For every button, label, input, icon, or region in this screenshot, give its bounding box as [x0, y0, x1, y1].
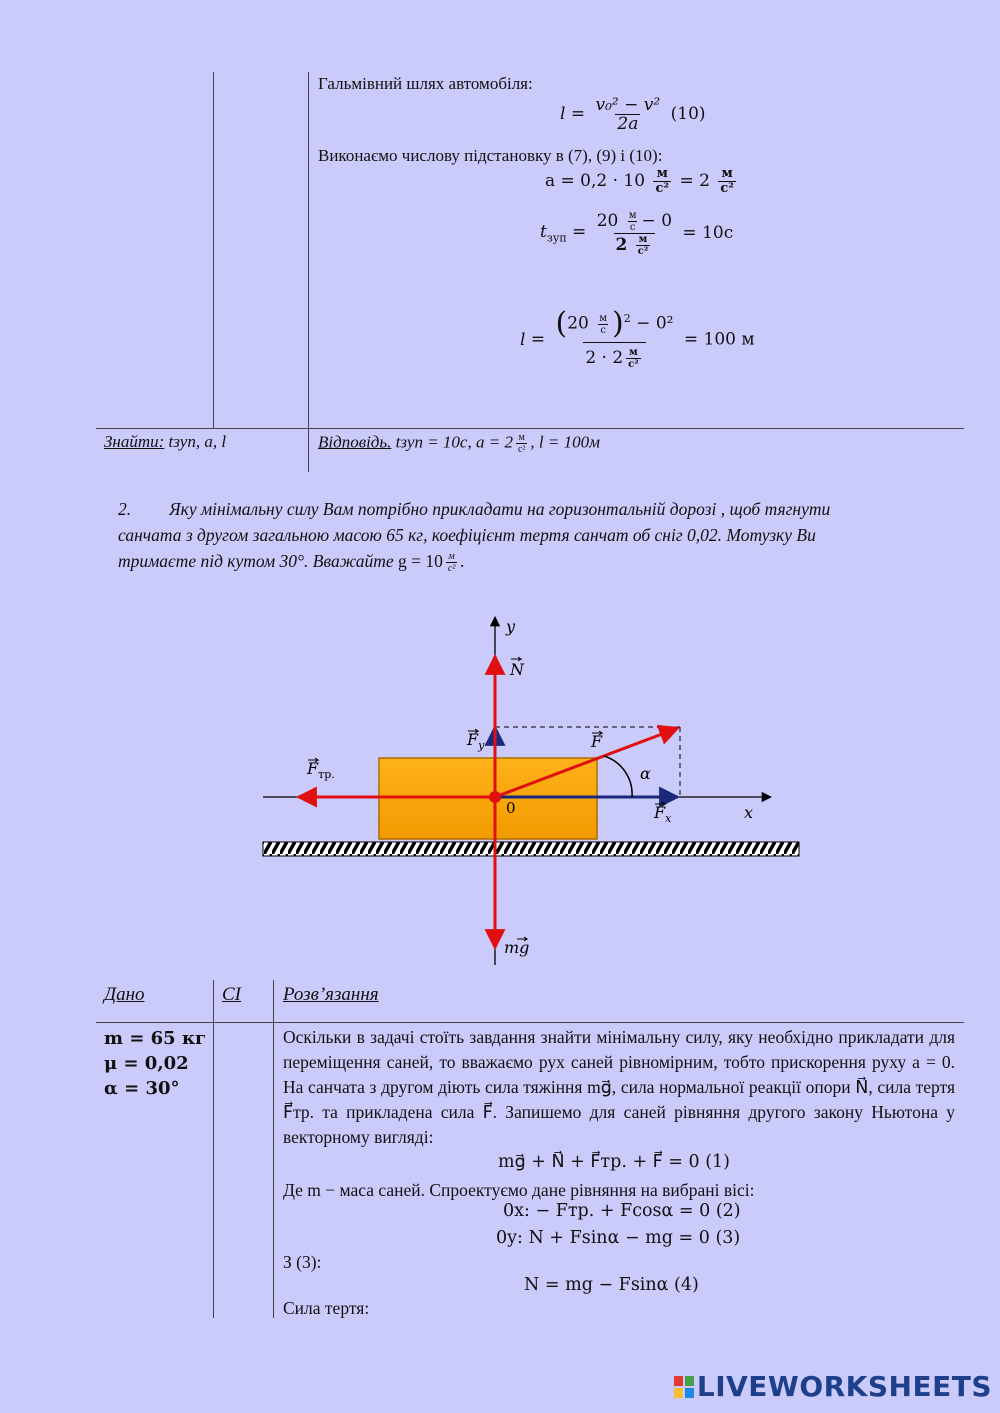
- origin-label: 0: [506, 799, 516, 817]
- unit-num: м: [448, 551, 455, 563]
- equation-1: mg⃗ + N⃗ + F⃗тр. + F⃗ = 0 (1): [498, 1152, 731, 1172]
- table2-col-line-1: [213, 980, 214, 1318]
- given-list: [104, 1026, 206, 1101]
- equation-10: l = $\frac{\text{v₀² − v²}}{2a}$ (10): [560, 95, 706, 134]
- unit-den: с²: [628, 358, 639, 370]
- equation-t: $t_{зуп}$ = 20 $\frac{м}{с}$ − 0 2 $\frac{м}{\text{с²}}$ = 10c: [540, 210, 734, 257]
- header-solution-text: Розв’язання: [283, 984, 379, 1005]
- equation-l: l = (20 $\frac{м}{с}$ )$^2$ − 0² 2 · 2 $\frac{м}{\text{с²}}$ = 100 м: [520, 306, 755, 370]
- l-num-val: 20: [567, 313, 589, 334]
- equation-3: 0y: N + Fsinα − mg = 0 (3): [496, 1228, 741, 1248]
- unit-den: с²: [447, 563, 456, 575]
- task2-line1: Яку мінімальну силу Вам потрібно прикладати на горизонтальній дорозі , щоб тягнути: [169, 499, 831, 519]
- header-si-text: СІ: [222, 984, 241, 1005]
- axis-y-label: y: [506, 617, 516, 636]
- t-den-val: 2: [615, 235, 628, 255]
- unit-num: м: [656, 166, 668, 181]
- liveworksheets-logo: [674, 1370, 992, 1403]
- table2-header-line: [96, 1022, 964, 1023]
- substitution-intro: Виконаємо числову підстановку в (7), (9) і (10):: [318, 146, 663, 165]
- unit-den: с²: [720, 181, 734, 196]
- equation-2: 0x: − Fтр. + Fcosα = 0 (2): [503, 1201, 741, 1221]
- given-m: m = 65 кг: [104, 1028, 207, 1049]
- axis-x-label: x: [744, 803, 754, 822]
- unit-num: м: [721, 166, 733, 181]
- label-mg: mg: [504, 938, 530, 957]
- header-dano-text: Дано: [104, 984, 145, 1005]
- a-result: = 2: [679, 171, 710, 191]
- answer-a: a = 2: [475, 432, 513, 452]
- t-num-tail: − 0: [641, 211, 673, 231]
- unit-den: с²: [517, 444, 526, 455]
- label-Ftr: $F_{тр.}$: [307, 759, 335, 781]
- header-si: [222, 984, 241, 1006]
- unit-den: с²: [655, 181, 670, 196]
- l-num-tail: − 0²: [636, 313, 674, 334]
- table2-col-line-2: [273, 980, 274, 1318]
- find-vars: tзуп, a, l: [168, 432, 227, 451]
- from-3: З (3):: [283, 1252, 322, 1272]
- answer-label: Відповідь.: [318, 432, 392, 452]
- task2-line3-pre: тримаєте під кутом 30°. Вважайте: [118, 551, 394, 571]
- unit-den-c: с: [600, 324, 606, 336]
- origin-point: [489, 791, 501, 803]
- unit-num: м: [629, 346, 638, 358]
- equation-4: N = mg − Fsinα (4): [524, 1275, 699, 1295]
- unit-den-c: с: [629, 222, 636, 233]
- label-alpha: α: [640, 764, 651, 783]
- label-F: F: [591, 732, 603, 751]
- unit-num: м: [518, 432, 525, 443]
- find-label: Знайти:: [104, 432, 165, 451]
- task2-line2: санчата з другом загальною масою 65 кг, коефіцієнт тертя санчат об сніг 0,02. Мотузку Ви: [118, 525, 816, 545]
- eq10-numerator: v₀² − v²: [595, 95, 661, 115]
- unit-num: м: [599, 312, 608, 324]
- label-Fy: $F_y$: [467, 730, 485, 752]
- answer-l: , l = 100м: [530, 432, 600, 452]
- mass-line: Де m − маса саней. Спроектуємо дане рівняння на вибрані вісі:: [283, 1180, 755, 1200]
- solution-para1: Оскільки в задачі стоїть завдання знайти мінімальну силу, яку необхідно прикладати для переміщення саней, то вважаємо рух саней рівномірним, тобто прискорення руху a = 0. На санчата з другом діють сила тяжіння mg⃗, сила нормальної реакції опори N⃗, сила тертя F⃗тр. та прикладена сила F⃗. Запишемо для саней рівняння другого закону Ньютона у векторному вигляді:: [283, 1027, 955, 1147]
- logo-icon: [674, 1372, 694, 1394]
- header-solution: [283, 984, 379, 1006]
- task2-g: g = 10: [398, 551, 443, 571]
- given-alpha: α = 30°: [104, 1078, 180, 1099]
- unit-den: с²: [637, 246, 649, 257]
- task2-end: .: [460, 551, 465, 571]
- logo-text: LIVEWORKSHEETS: [696, 1370, 992, 1403]
- label-Fx: $F_x$: [654, 803, 672, 825]
- eq10-tag: (10): [670, 104, 706, 124]
- braking-intro: Гальмівний шлях автомобіля:: [318, 74, 533, 93]
- t-subscript: зуп: [546, 231, 567, 245]
- a-calc: a = 0,2 · 10: [545, 171, 646, 191]
- answer-t: tзуп = 10с,: [395, 432, 472, 452]
- t-num-val: 20: [596, 211, 619, 231]
- l-result: = 100 м: [683, 329, 755, 350]
- t-result: = 10c: [682, 223, 734, 243]
- label-N: N: [510, 660, 524, 679]
- given-mu: μ = 0,02: [104, 1053, 189, 1074]
- t-symbol: t: [540, 222, 547, 243]
- unit-num: м: [628, 210, 637, 221]
- task2-number: 2.: [118, 499, 132, 519]
- unit-num: м: [638, 234, 648, 245]
- ground-hatch: [263, 842, 799, 856]
- angle-arc: [604, 756, 632, 797]
- l-den-val: 2 · 2: [585, 347, 624, 368]
- header-dano: [104, 984, 145, 1006]
- eq10-denominator: 2a: [617, 114, 639, 134]
- friction-label: Сила тертя:: [283, 1298, 370, 1318]
